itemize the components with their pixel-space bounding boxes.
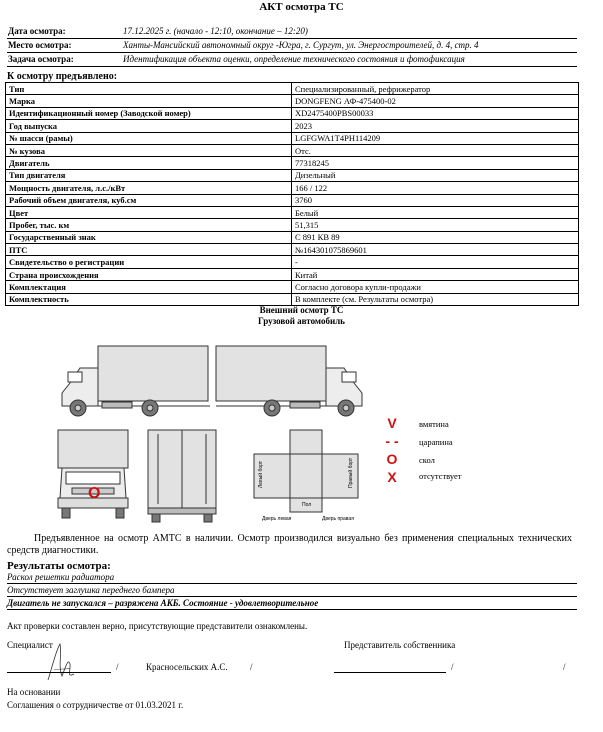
external-inspection-title: Внешний осмотр ТС bbox=[259, 305, 344, 315]
property-value: 2023 bbox=[292, 120, 579, 132]
right-side-label: Правый борт bbox=[348, 457, 354, 488]
property-row bbox=[6, 144, 579, 156]
property-row bbox=[6, 83, 579, 95]
property-value: LGFGWA1T4PH114209 bbox=[292, 132, 579, 144]
property-key: ПТС bbox=[6, 244, 292, 256]
property-value: Китай bbox=[292, 268, 579, 280]
truck-diagram bbox=[40, 338, 380, 528]
property-value: Отс. bbox=[292, 144, 579, 156]
truck-rear-view bbox=[148, 430, 216, 522]
property-row bbox=[6, 169, 579, 181]
property-value: 77318245 bbox=[292, 157, 579, 169]
header-row-date bbox=[7, 26, 577, 39]
property-value: XD2475400PBS00033 bbox=[292, 107, 579, 119]
property-value: 166 / 122 bbox=[292, 182, 579, 194]
property-value: Согласно договора купли-продажи bbox=[292, 281, 579, 293]
property-value: 3760 bbox=[292, 194, 579, 206]
property-row bbox=[6, 107, 579, 119]
agreement-text: Соглашения о сотрудничестве от 01.03.2021 г. bbox=[7, 700, 184, 710]
floor-label: Пол bbox=[302, 502, 312, 508]
property-row bbox=[6, 256, 579, 268]
task-label: Задача осмотра: bbox=[8, 54, 74, 64]
property-row bbox=[6, 219, 579, 231]
external-inspection-subtitle: Грузовой автомобиль bbox=[258, 316, 345, 326]
property-value: Специализированный, рефрижератор bbox=[292, 83, 579, 95]
confirmation-text: Акт проверки составлен верно, присутствующие представители ознакомлены. bbox=[7, 621, 308, 631]
property-key: Комплектность bbox=[6, 293, 292, 305]
body-unfolded-view bbox=[254, 430, 358, 512]
property-key: Тип bbox=[6, 83, 292, 95]
scratch-label: царапина bbox=[419, 437, 453, 447]
chip-label: скол bbox=[419, 455, 435, 465]
place-label: Место осмотра: bbox=[8, 40, 72, 50]
owner-label: Представитель собственника bbox=[344, 640, 456, 650]
result-line: Отсутствует заглушка переднего бампера bbox=[7, 585, 577, 597]
property-key: № кузова bbox=[6, 144, 292, 156]
property-row bbox=[6, 244, 579, 256]
header-row-task bbox=[7, 54, 577, 67]
specialist-label: Специалист bbox=[7, 640, 53, 650]
properties-table bbox=[5, 82, 579, 306]
results-heading: Результаты осмотра: bbox=[7, 560, 111, 572]
truck-right-view bbox=[216, 346, 362, 416]
dent-symbol: V bbox=[387, 415, 397, 431]
property-value: - bbox=[292, 256, 579, 268]
date-label: Дата осмотра: bbox=[8, 26, 66, 36]
property-value: 51,315 bbox=[292, 219, 579, 231]
separator-slash: / bbox=[116, 662, 119, 672]
property-key: № шасси (рамы) bbox=[6, 132, 292, 144]
property-key: Рабочий объем двигателя, куб.см bbox=[6, 194, 292, 206]
property-row bbox=[6, 157, 579, 169]
property-row bbox=[6, 194, 579, 206]
property-key: Свидетельство о регистрации bbox=[6, 256, 292, 268]
owner-signature-line bbox=[334, 672, 446, 673]
separator-slash: / bbox=[563, 662, 566, 672]
left-door-label: Дверь левая bbox=[262, 516, 292, 522]
truck-front-view bbox=[58, 430, 128, 518]
property-row bbox=[6, 293, 579, 305]
specialist-signature-line bbox=[7, 672, 111, 673]
property-key: Пробег, тыс. км bbox=[6, 219, 292, 231]
property-key: Страна происхождения bbox=[6, 268, 292, 280]
property-row bbox=[6, 231, 579, 243]
left-side-label: Левый борт bbox=[258, 460, 264, 488]
missing-label: отсутствует bbox=[419, 471, 462, 481]
chip-symbol: O bbox=[386, 451, 398, 467]
property-key: Двигатель bbox=[6, 157, 292, 169]
presented-heading: К осмотру предъявлено: bbox=[7, 71, 118, 82]
property-value: Дизельный bbox=[292, 169, 579, 181]
dent-label: вмятина bbox=[419, 419, 449, 429]
property-row bbox=[6, 268, 579, 280]
property-key: Марка bbox=[6, 95, 292, 107]
separator-slash: / bbox=[250, 662, 253, 672]
header-row-place bbox=[7, 40, 577, 53]
specialist-signature bbox=[40, 640, 80, 686]
property-key: Цвет bbox=[6, 206, 292, 218]
result-line: Двигатель не запускался – разряжена АКБ. Состояние - удовлетворительное bbox=[7, 598, 577, 610]
property-value: DONGFENG АФ-475400-02 bbox=[292, 95, 579, 107]
property-key: Тип двигателя bbox=[6, 169, 292, 181]
document-title: АКТ осмотра ТС bbox=[259, 1, 344, 13]
missing-symbol: X bbox=[387, 469, 397, 485]
truck-left-view bbox=[62, 346, 210, 416]
property-value: №164301075869601 bbox=[292, 244, 579, 256]
damage-legend bbox=[384, 415, 494, 490]
separator-slash: / bbox=[451, 662, 454, 672]
property-row bbox=[6, 182, 579, 194]
property-key: Государственный знак bbox=[6, 231, 292, 243]
property-value: Белый bbox=[292, 206, 579, 218]
property-key: Мощность двигателя, л.с./кВт bbox=[6, 182, 292, 194]
property-value: В комплекте (см. Результаты осмотра) bbox=[292, 293, 579, 305]
scratch-symbol: - - bbox=[385, 433, 399, 449]
property-row bbox=[6, 132, 579, 144]
intro-paragraph: Предъявленное на осмотр АМТС в наличии. Осмотр производился визуально без применения специальных технических средств диагностики. bbox=[7, 533, 572, 556]
result-line: Раскол решетки радиатора bbox=[7, 572, 577, 584]
basis-label: На основании bbox=[7, 687, 61, 697]
property-row bbox=[6, 281, 579, 293]
task-value: Идентификация объекта оценки, определение технического состояния и фотофиксация bbox=[123, 54, 465, 64]
property-row bbox=[6, 120, 579, 132]
property-value: С 891 КВ 89 bbox=[292, 231, 579, 243]
damage-chip-marker: O bbox=[88, 485, 101, 502]
property-key: Комплектация bbox=[6, 281, 292, 293]
property-row bbox=[6, 95, 579, 107]
place-value: Ханты-Мансийский автономный округ -Югра, г. Сургут, ул. Энергостроителей, д. 4, стр. 4 bbox=[123, 40, 479, 50]
specialist-name: Красносельских А.С. bbox=[146, 662, 228, 672]
property-key: Год выпуска bbox=[6, 120, 292, 132]
property-key: Идентификационный номер (Заводской номер) bbox=[6, 107, 292, 119]
property-row bbox=[6, 206, 579, 218]
right-door-label: Дверь правая bbox=[322, 516, 354, 522]
date-value: 17.12.2025 г. (начало - 12:10, окончание – 12:20) bbox=[123, 26, 308, 36]
